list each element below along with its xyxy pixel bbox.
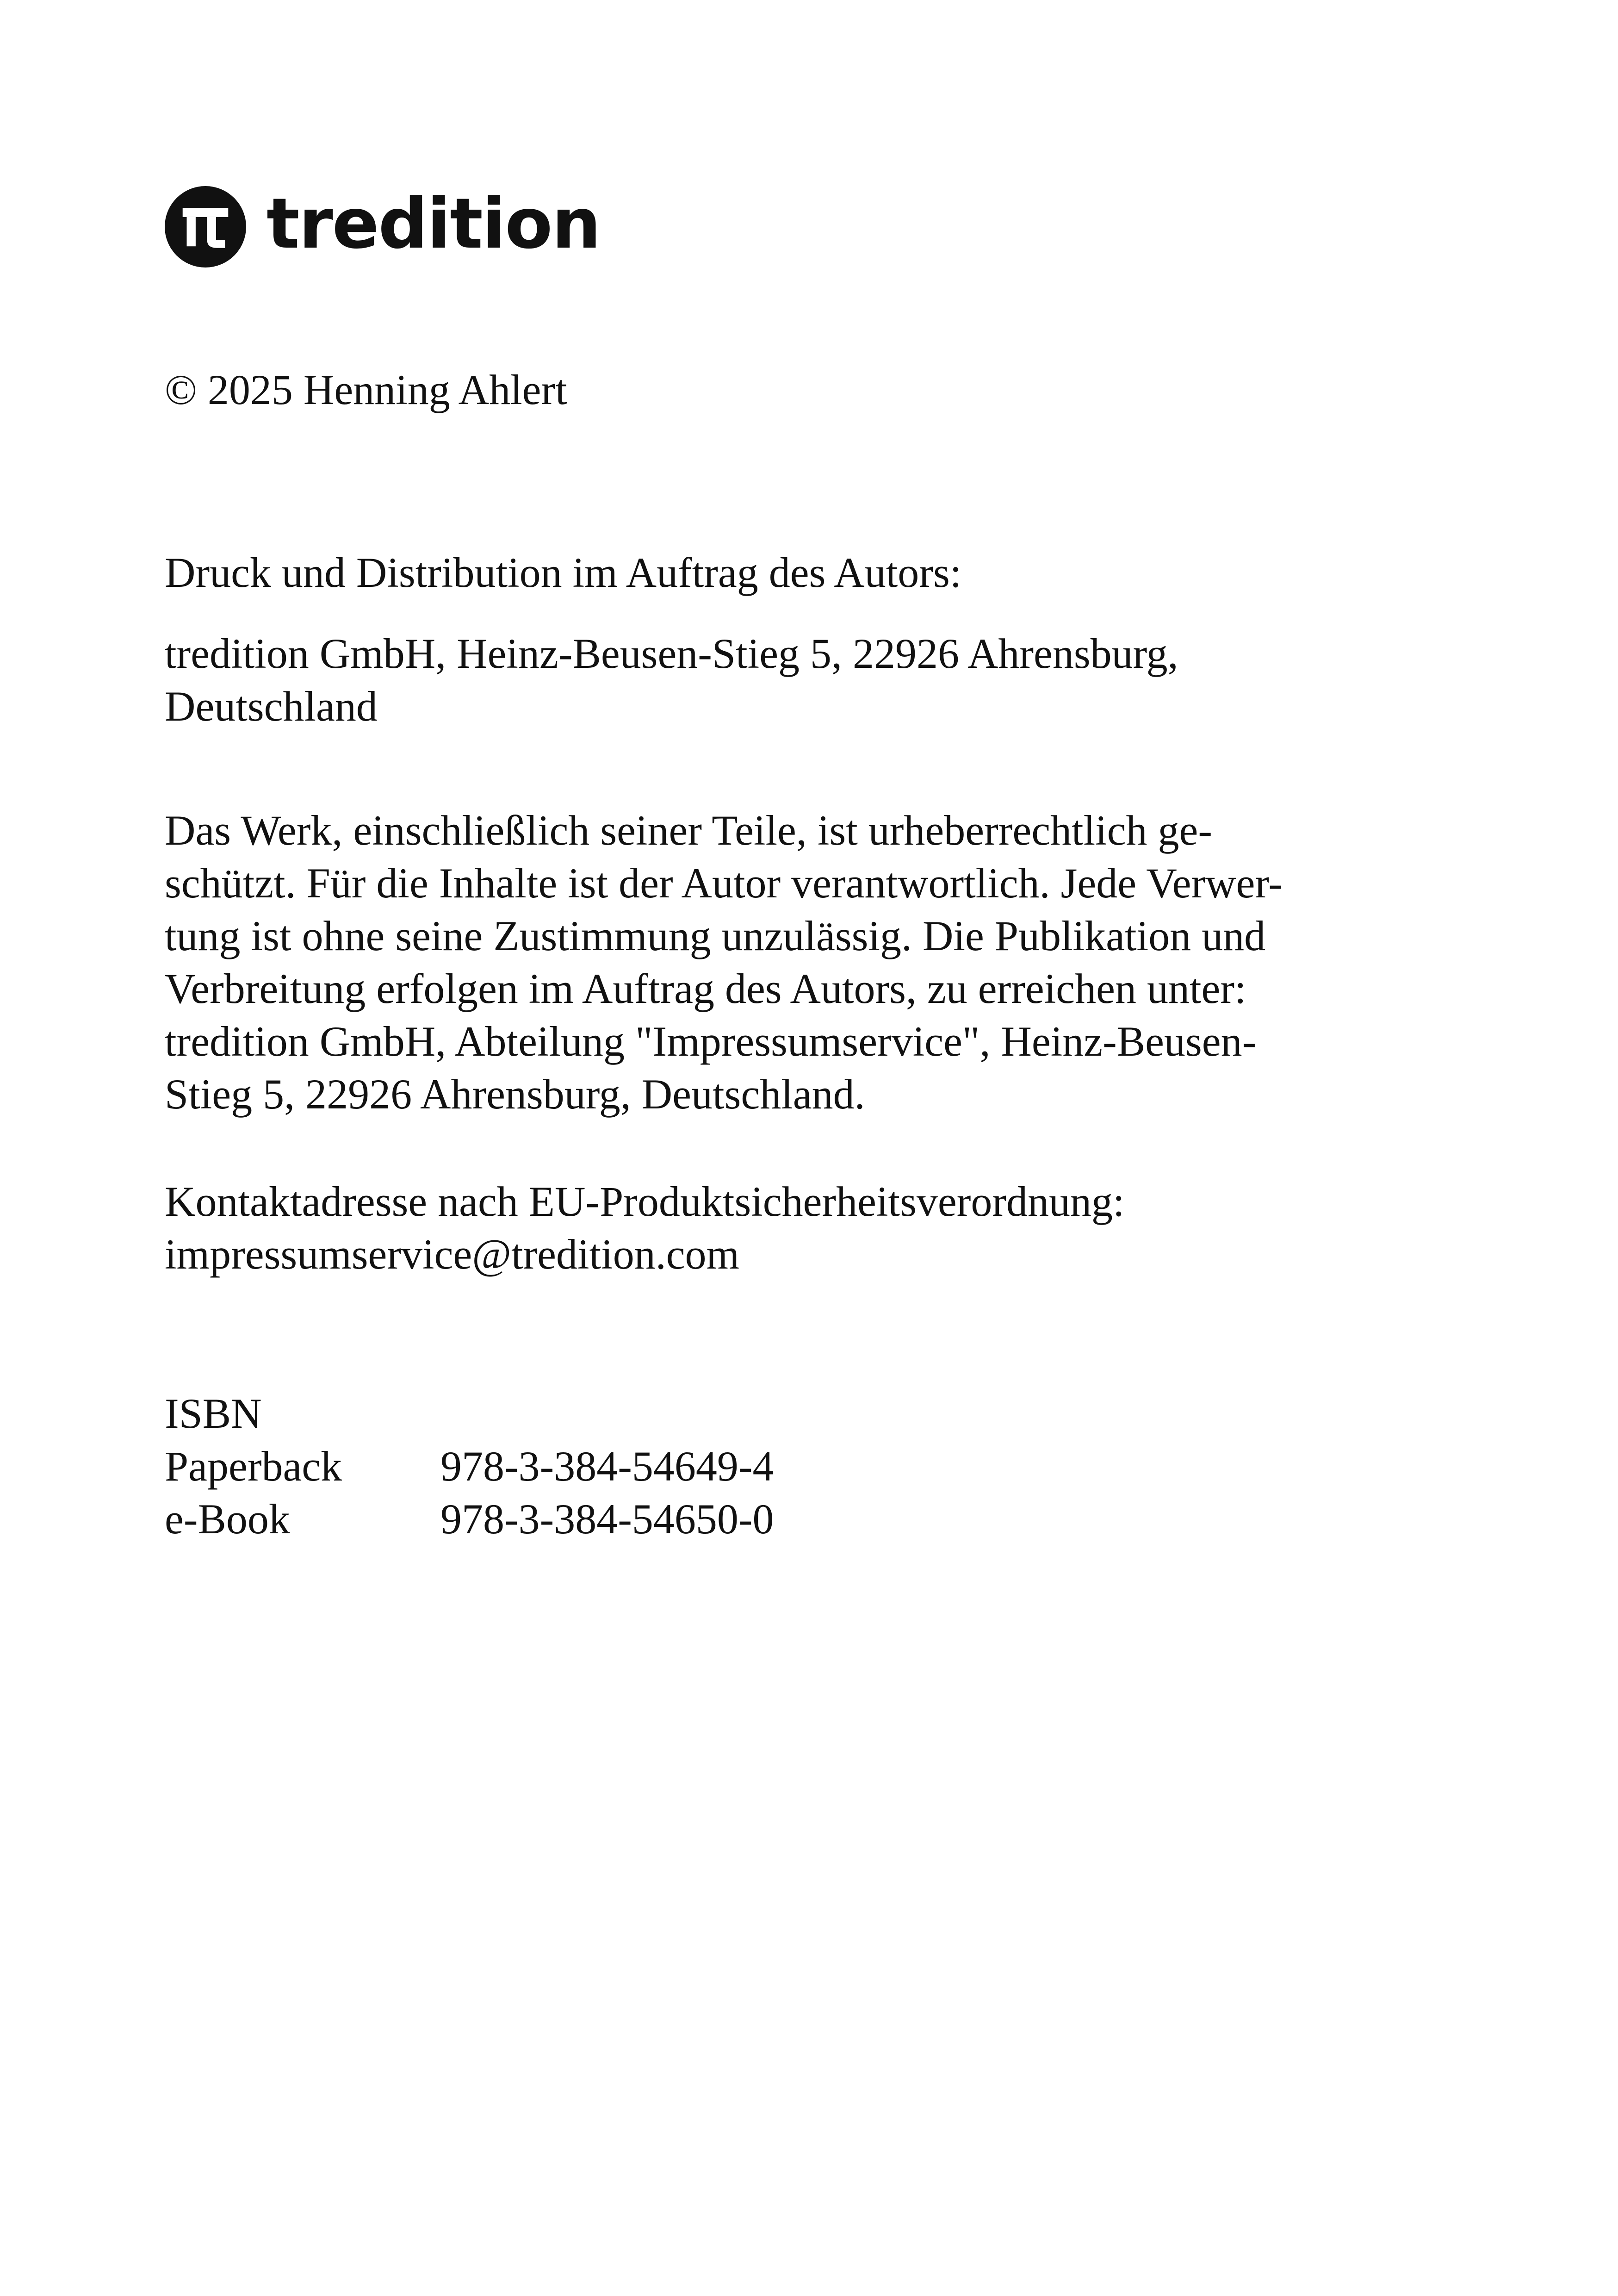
contact-email: impressumservice@tredition.com <box>165 1231 740 1278</box>
isbn-number: 978-3-384-54649-4 <box>440 1443 774 1490</box>
isbn-format: Paperback <box>165 1443 342 1490</box>
address-line: tredition GmbH, Heinz-Beusen-Stieg 5, 22926 Ahrensburg, <box>165 630 1178 677</box>
isbn-block <box>165 1387 774 1545</box>
isbn-heading: ISBN <box>165 1390 262 1437</box>
publisher-wordmark: tredition <box>267 184 601 264</box>
isbn-row <box>165 1493 774 1545</box>
isbn-row <box>165 1440 774 1493</box>
contact-heading: Kontaktadresse nach EU-Produktsicherheitsverordnung: <box>165 1178 1125 1225</box>
address-line: Deutschland <box>165 683 378 730</box>
distribution-heading: Druck und Distribution im Auftrag des Autors: <box>165 549 962 596</box>
notice-line: tredition GmbH, Abteilung "Impressumservice", Heinz-Beusen- <box>165 1018 1257 1065</box>
notice-line: Das Werk, einschließlich seiner Teile, ist urheberrechtlich ge- <box>165 807 1213 854</box>
distribution-address <box>165 627 1178 733</box>
rights-notice <box>165 804 1283 1120</box>
notice-line: Stieg 5, 22926 Ahrensburg, Deutschland. <box>165 1070 865 1118</box>
publisher-logo <box>165 185 600 268</box>
isbn-format: e-Book <box>165 1495 290 1543</box>
notice-line: schützt. Für die Inhalte ist der Autor verantwortlich. Jede Verwer- <box>165 859 1283 907</box>
copyright-line: © 2025 Henning Ahlert <box>165 366 567 413</box>
tredition-t-mark-icon <box>165 186 246 268</box>
notice-line: tung ist ohne seine Zustimmung unzulässig. Die Publikation und <box>165 912 1266 959</box>
notice-line: Verbreitung erfolgen im Auftrag des Autors, zu erreichen unter: <box>165 965 1246 1012</box>
contact-block <box>165 1175 1125 1281</box>
isbn-number: 978-3-384-54650-0 <box>440 1495 774 1543</box>
